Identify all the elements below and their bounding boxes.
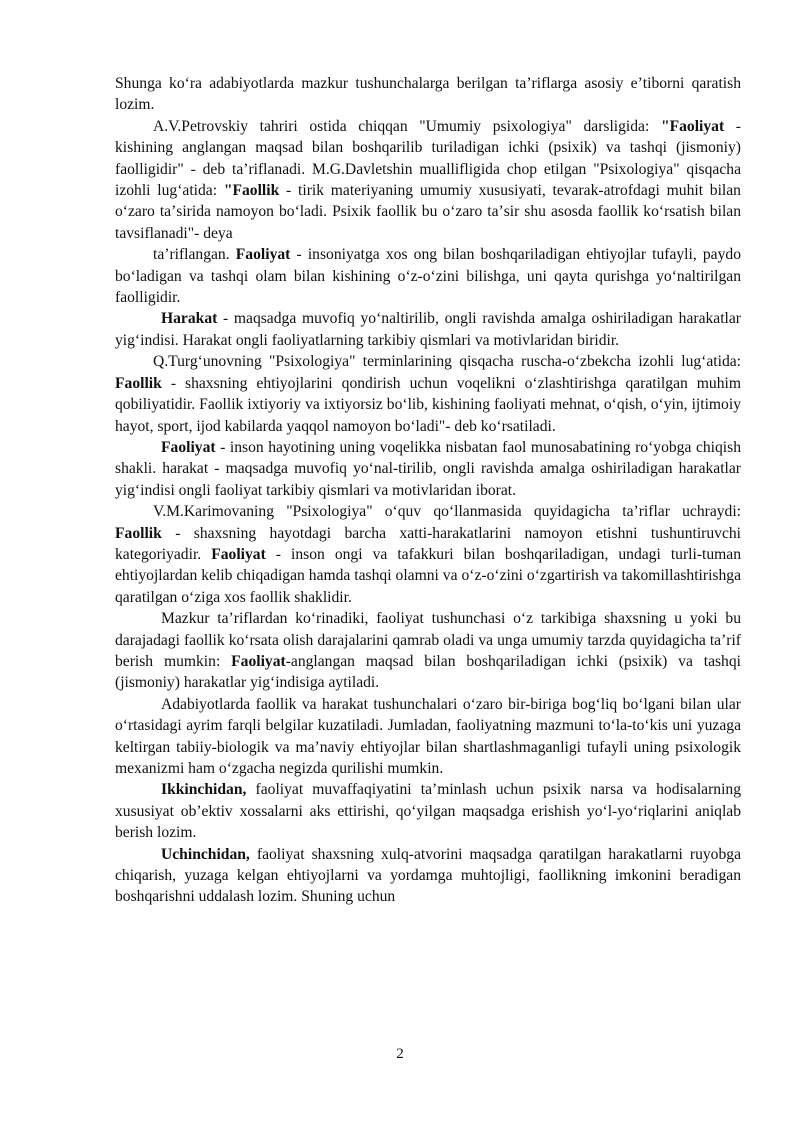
text-run: faoliyat shaxsning xulq-atvorini maqsadga qaratilgan harakatlarni ruyobga chiqarish, yuzaga kelgan ehtiyojlarni va yordamga muhtojligi, faollikning imkonini beradigan boshqarishni uddalash lozim. Shuning uchun: [115, 845, 741, 906]
text-run: - inson ongi va tafakkuri bilan boshqariladigan, undagi turli-tuman ehtiyojlardan kelib chiqadigan hamda tashqi olamni va oʻz-oʻzini oʻzgartirish va takomillashtirishga qaratilgan oʻziga xos faollik shaklidir.: [115, 545, 741, 606]
bold-term: Ikkinchidan,: [161, 781, 247, 799]
text-run: taʼriflangan.: [153, 246, 236, 264]
page-number: 2: [396, 1046, 404, 1062]
text-run: - inson hayotining uning voqelikka nisbatan faol munosabatining roʻyobga chiqish shakli. harakat - maqsadga muvofiq yoʻnal-tirilib, ongli ravishda amalga oshiriladigan harakatlar yigʻindisi ongli faoliyat tarkibiy qismlari va motivlaridan iborat.: [115, 438, 741, 499]
paragraph: [115, 116, 741, 244]
bold-term: Uchinchidan,: [161, 845, 250, 863]
text-run: - tirik materiyaning umumiy xususiyati, tevarak-atrofdagi muhit bilan oʻzaro taʼsirida namoyon boʻladi. Psixik faollik bu oʻzaro taʼsir shu asosda faollik koʻrsatish bilan tavsiflanadi"- deya: [115, 182, 741, 242]
paragraph: [115, 308, 741, 351]
text-run: faoliyat muvaffaqiyatini taʼminlash uchun psixik narsa va hodisalarning xususiyat obʼektiv xossalarni aks ettirishi, qoʻyilgan maqsadga erishish yoʻl-yoʻriqlarini aniqlab berish lozim.: [115, 781, 741, 842]
bold-term: Faollik: [115, 374, 162, 392]
text-run: - shaxsning ehtiyojlarini qondirish uchun voqelikni oʻzlashtirishga qaratilgan muhim qobiliyatidir. Faollik ixtiyoriy va ixtiyorsiz boʻlib, kishining faoliyati mehnat, oʻqish, oʻyin, ijtimoiy hayot, sport, ijod kabilarda yaqqol namoyon boʻladi"- deb koʻrsatiladi.: [115, 374, 741, 435]
bold-term: Faoliyat: [161, 438, 216, 456]
paragraph: [115, 351, 741, 437]
text-run: - shaxsning hayotdagi barcha xatti-harakatlarini namoyon etishni tushuntiruvchi kategoriyadir.: [115, 524, 741, 563]
paragraph: [115, 694, 741, 780]
document-body: [115, 73, 741, 908]
text-run: - maqsadga muvofiq yoʻnaltirilib, ongli ravishda amalga oshiriladigan harakatlar yigʻindisi. Harakat ongli faoliyatlarning tarkibiy qismlari va motivlaridan biridir.: [115, 310, 741, 349]
bold-term: Faoliyat: [211, 545, 266, 563]
bold-term: Harakat: [161, 310, 218, 328]
text-run: - insoniyatga xos ong bilan boshqariladigan ehtiyojlar tufayli, paydo boʻladigan va tashqi olam bilan kishining oʻz-oʻzini bilishga, uni qayta qurishga yoʻnaltirilgan faolligidir.: [115, 246, 741, 307]
paragraph: [115, 437, 741, 501]
text-run: Shunga koʻra adabiyotlarda mazkur tushunchalarga berilgan taʼriflarga asosiy eʼtiborni qaratish lozim.: [115, 75, 741, 114]
text-run: A.V.Petrovskiy tahriri ostida chiqqan "Umumiy psixologiya" darsligida:: [153, 117, 661, 135]
text-run: Adabiyotlarda faollik va harakat tushunchalari oʻzaro bir-biriga bogʻliq boʻlgani bilan ular oʻrtasidagi ayrim farqli belgilar kuzatiladi. Jumladan, faoliyatning mazmuni toʻla-toʻkis uni yuzaga keltirgan tabiiy-biologik va maʼnaviy ehtiyojlar bilan shartlashmaganligi tufayli uning psixologik mexanizmi ham oʻzgacha negizda qurilishi mumkin.: [115, 695, 741, 777]
bold-term: Faoliyat: [231, 652, 286, 670]
paragraph: [115, 501, 741, 608]
bold-term: Faoliyat: [235, 246, 291, 264]
paragraph: [115, 244, 741, 308]
bold-term: Faollik: [115, 524, 162, 542]
bold-term: "Faollik: [223, 182, 280, 200]
paragraph: [115, 608, 741, 694]
paragraph: [115, 844, 741, 908]
text-run: Mazkur taʼriflardan koʻrinadiki, faoliyat tushunchasi oʻz tarkibiga shaxsning u yoki bu darajadagi faollik koʻrsata olish darajalarini qamrab oladi va unga umumiy tarzda quyidagicha taʼrif berish mumkin:: [115, 610, 741, 670]
text-run: -anglangan maqsad bilan boshqariladigan ichki (psixik) va tashqi (jismoniy) harakatlar yigʻindisiga aytiladi.: [115, 652, 741, 692]
text-run: - kishining anglangan maqsad bilan boshqarilib turiladigan ichki (psixik) va tashqi (jismoniy) faolligidir" - deb taʼriflanadi. M.G.Davletshin muallifligida chop etilgan "Psixologiya" qisqacha izohli lugʻatida:: [115, 117, 741, 200]
text-run: V.M.Karimovaning "Psixologiya" oʻquv qoʻllanmasida quyidagicha taʼriflar uchraydi:: [153, 503, 741, 521]
paragraph: [115, 73, 741, 116]
bold-term: "Faoliyat: [660, 117, 725, 135]
paragraph: [115, 779, 741, 843]
text-run: Q.Turgʻunovning "Psixologiya" terminlarining qisqacha ruscha-oʻzbekcha izohli lugʻatida:: [153, 353, 741, 371]
